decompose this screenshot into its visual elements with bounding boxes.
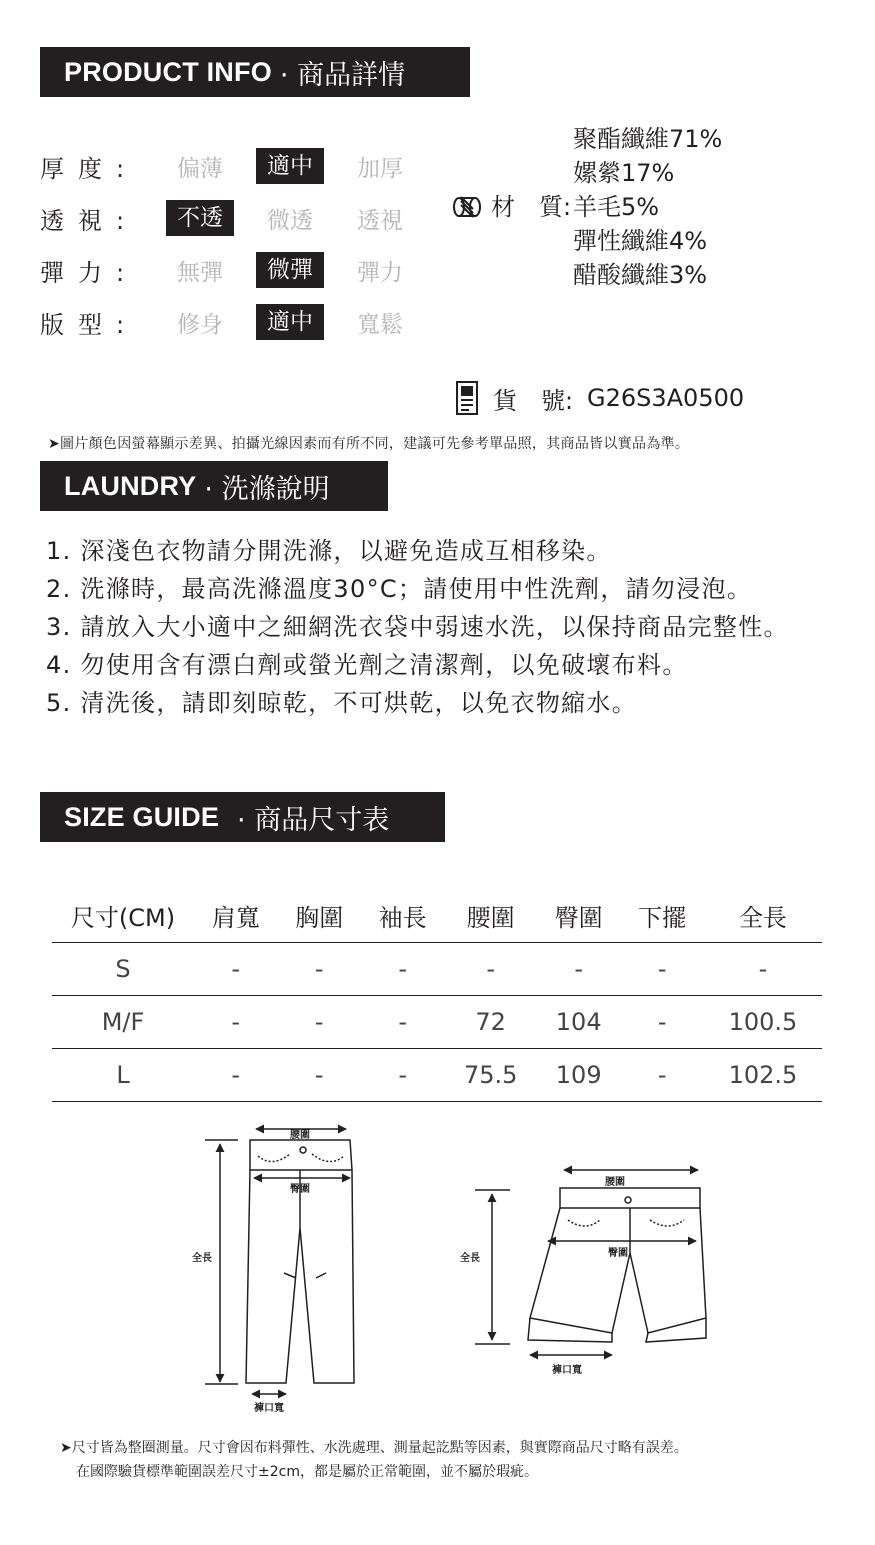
shorts-length-label: 全長: [460, 1253, 480, 1264]
attribute-option: 偏薄: [177, 155, 223, 182]
attribute-option: 修身: [177, 311, 223, 338]
size-cell: -: [704, 943, 822, 996]
table-row: [52, 943, 822, 996]
size-cell: 109: [537, 1049, 620, 1102]
size-cell: -: [194, 1049, 277, 1102]
size-col-header: 尺寸(CM): [52, 888, 194, 943]
material-item: 羊毛5%: [573, 193, 660, 221]
size-col-header: 胸圍: [277, 888, 360, 943]
attribute-option: 加厚: [357, 155, 403, 182]
size-col-header: 臀圍: [537, 888, 620, 943]
shorts-hip-label: 臀圍: [608, 1248, 628, 1259]
shorts-drawing: [528, 1188, 706, 1342]
size-col-header: 肩寬: [194, 888, 277, 943]
attribute-option: 無彈: [177, 259, 223, 286]
size-disclaimer-line1: ➤尺寸皆為整圈測量。尺寸會因布料彈性、水洗處理、測量起訖點等因素，與實際商品尺寸略有誤差。: [60, 1440, 688, 1456]
size-col-header: 下擺: [620, 888, 703, 943]
size-cell: -: [444, 943, 537, 996]
attribute-option-selected: 適中: [256, 148, 324, 184]
thread-spool-icon: [449, 192, 485, 222]
size-table: [52, 888, 822, 1102]
shorts-waist-label: 腰圍: [605, 1177, 625, 1188]
pants-hem-label: 褲口寬: [254, 1403, 284, 1414]
size-cell: L: [52, 1049, 194, 1102]
attribute-label: 彈力:: [40, 258, 139, 287]
size-col-header: 腰圍: [444, 888, 537, 943]
size-cell: 100.5: [704, 996, 822, 1049]
size-cell: -: [194, 996, 277, 1049]
laundry-title-en: LAUNDRY: [64, 470, 197, 501]
size-guide-title-zh: · 商品尺寸表: [237, 804, 390, 836]
size-cell: 75.5: [444, 1049, 537, 1102]
product-info-header: [40, 47, 470, 97]
color-disclaimer: ➤圖片顏色因螢幕顯示差異、拍攝光線因素而有所不同，建議可先參考單品照，其商品皆以實品為準。: [48, 436, 690, 452]
size-guide-title-en: SIZE GUIDE: [64, 801, 220, 832]
material-item: 彈性纖維4%: [573, 227, 708, 255]
attribute-option: 寬鬆: [357, 311, 403, 338]
size-disclaimer: [60, 1436, 688, 1484]
attribute-row: [40, 148, 425, 184]
size-cell: M/F: [52, 996, 194, 1049]
attribute-label: 版型:: [40, 310, 139, 339]
attribute-option-selected: 不透: [166, 200, 234, 236]
size-cell: S: [52, 943, 194, 996]
size-col-header: 袖長: [361, 888, 444, 943]
measurement-diagrams: [0, 1108, 875, 1418]
material-item: 嫘縈17%: [573, 159, 675, 187]
laundry-item: 5. 清洗後，請即刻晾乾，不可烘乾，以免衣物縮水。: [46, 689, 638, 717]
material-item: 醋酸纖維3%: [573, 261, 708, 289]
size-disclaimer-line2: 在國際驗貨標準範圍誤差尺寸±2cm，都是屬於正常範圍，並不屬於瑕疵。: [76, 1464, 538, 1480]
product-info-title-zh: · 商品詳情: [279, 59, 406, 91]
attribute-row: [40, 200, 425, 236]
laundry-item: 4. 勿使用含有漂白劑或螢光劑之清潔劑，以免破壞布料。: [46, 651, 688, 679]
laundry-title-zh: · 洗滌說明: [204, 473, 330, 505]
laundry-header: [40, 461, 388, 511]
size-cell: -: [620, 943, 703, 996]
tag-icon: [455, 380, 481, 416]
long-pants-drawing: [246, 1140, 354, 1383]
material-item: 聚酯纖維71%: [573, 125, 723, 153]
product-info-title-en: PRODUCT INFO: [64, 56, 272, 87]
laundry-item: 1. 深淺色衣物請分開洗滌，以避免造成互相移染。: [46, 537, 612, 565]
laundry-list: [46, 532, 789, 722]
item-number-value: G26S3A0500: [587, 384, 745, 412]
pants-waist-label: 腰圍: [290, 1130, 310, 1141]
size-cell: -: [194, 943, 277, 996]
item-number: [455, 380, 744, 416]
table-row: [52, 1049, 822, 1102]
attribute-row: [40, 304, 425, 340]
attribute-option-selected: 微彈: [256, 252, 324, 288]
attribute-option: 透視: [357, 207, 403, 234]
size-cell: -: [277, 1049, 360, 1102]
table-row: [52, 996, 822, 1049]
material-label: 材 質:: [455, 122, 573, 292]
attribute-option: 彈力: [357, 259, 403, 286]
size-cell: -: [277, 996, 360, 1049]
size-cell: -: [361, 943, 444, 996]
material-values: [573, 122, 722, 292]
laundry-item: 2. 洗滌時，最高洗滌溫度30°C；請使用中性洗劑，請勿浸泡。: [46, 575, 753, 603]
attribute-label: 透視:: [40, 206, 139, 235]
pants-length-label: 全長: [192, 1253, 212, 1264]
size-col-header: 全長: [704, 888, 822, 943]
size-cell: 72: [444, 996, 537, 1049]
size-cell: -: [277, 943, 360, 996]
size-table-header-row: [52, 888, 822, 943]
size-cell: 102.5: [704, 1049, 822, 1102]
size-cell: -: [620, 1049, 703, 1102]
size-cell: -: [361, 996, 444, 1049]
size-cell: -: [361, 1049, 444, 1102]
material-block: [455, 122, 722, 292]
pants-hip-label: 臀圍: [290, 1184, 310, 1195]
attribute-label: 厚度:: [40, 154, 139, 183]
laundry-item: 3. 請放入大小適中之細網洗衣袋中弱速水洗，以保持商品完整性。: [46, 613, 789, 641]
attribute-option: 微透: [267, 207, 313, 234]
shorts-hem-label: 褲口寬: [552, 1365, 582, 1376]
size-cell: -: [620, 996, 703, 1049]
item-number-label: 貨 號:: [493, 386, 574, 415]
size-guide-header: [40, 792, 445, 842]
attribute-row: [40, 252, 425, 288]
size-cell: 104: [537, 996, 620, 1049]
attribute-option-selected: 適中: [256, 304, 324, 340]
size-cell: -: [537, 943, 620, 996]
